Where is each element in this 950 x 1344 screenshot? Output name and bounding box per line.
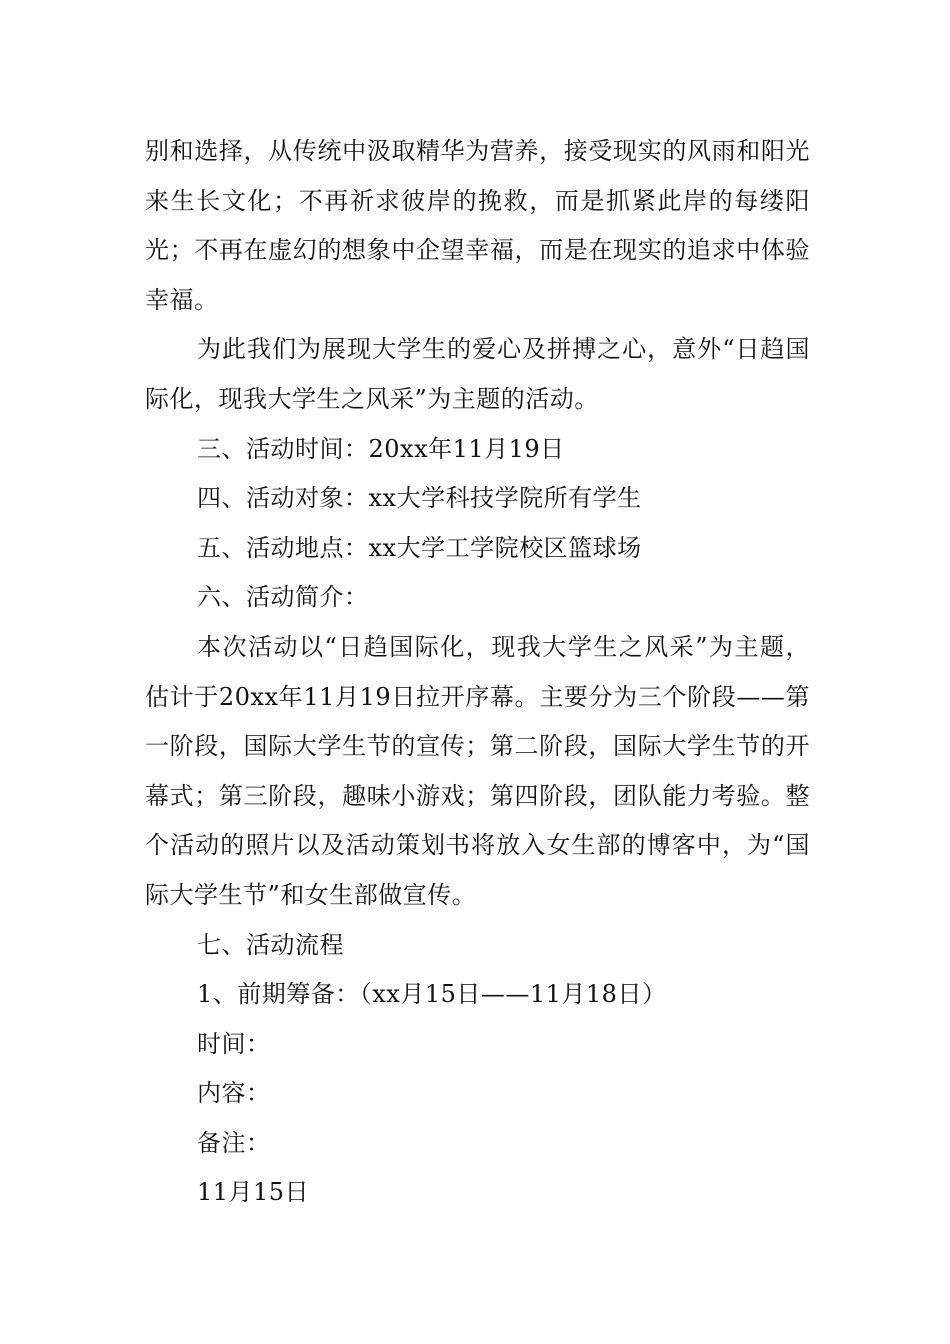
- section-activity-process-heading: 七、活动流程: [197, 930, 344, 959]
- section-activity-target: 四、活动对象：xx大学科技学院所有学生: [197, 484, 642, 513]
- section-activity-intro-heading: 六、活动简介：: [197, 583, 369, 612]
- document-body: [145, 127, 810, 1218]
- section-activity-location: 五、活动地点：xx大学工学院校区篮球场: [197, 533, 642, 562]
- paragraph-activity-intro: 本次活动以“日趋国际化，现我大学生之风采”为主题，估计于20xx年11月19日拉开序幕。主要分为三个阶段——第一阶段，国际大学生节的宣传；第二阶段，国际大学生节的开幕式；第三阶段，趣味小游戏；第四阶段，团队能力考验。整个活动的照片以及活动策划书将放入女生部的博客中，为“国际大学生节”和女生部做宣传。: [145, 632, 810, 909]
- field-remarks-label: 备注：: [197, 1128, 271, 1157]
- date-entry: 11月15日: [197, 1178, 310, 1207]
- section-activity-time: 三、活动时间：20xx年11月19日: [197, 434, 565, 463]
- field-content-label: 内容：: [197, 1079, 271, 1108]
- paragraph-purpose: 为此我们为展现大学生的爱心及拼搏之心，意外“日趋国际化，现我大学生之风采”为主题的活动。: [145, 335, 810, 413]
- subsection-preparation: 1、前期筹备：（xx月15日——11月18日）: [197, 980, 667, 1009]
- paragraph-continuation: 别和选择，从传统中汲取精华为营养，接受现实的风雨和阳光来生长文化；不再祈求彼岸的挽救，而是抓紧此岸的每缕阳光；不再在虚幻的想象中企望幸福，而是在现实的追求中体验幸福。: [145, 137, 810, 314]
- field-time-label: 时间：: [197, 1029, 271, 1058]
